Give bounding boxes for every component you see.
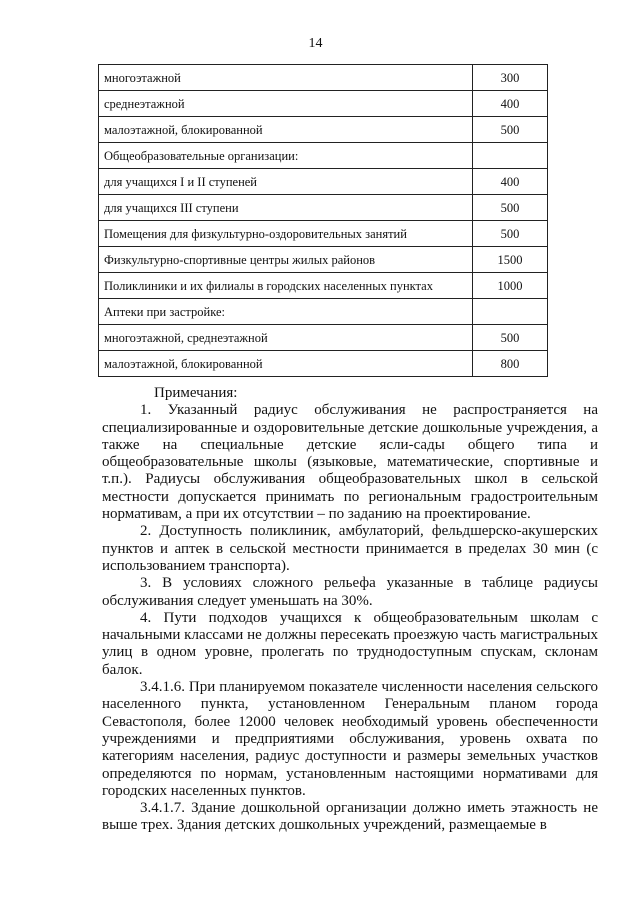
row-label: Поликлиники и их филиалы в городских населенных пунктах xyxy=(99,273,473,299)
page-number: 14 xyxy=(308,36,323,51)
service-radius-table xyxy=(98,64,548,377)
table-row xyxy=(99,221,548,247)
table-row xyxy=(99,299,548,325)
clause-paragraph: 3.4.1.7. Здание дошкольной организации должно иметь этажность не выше трех. Здания детских дошкольных учреждений, размещаемые в xyxy=(102,800,598,834)
table-row xyxy=(99,273,548,299)
note-paragraph: 2. Доступность поликлиник, амбулаторий, фельдшерско-акушерских пунктов и аптек в сельской местности принимается в пределах 30 мин (с использованием транспорта). xyxy=(102,523,598,574)
notes-section xyxy=(102,385,598,835)
row-label: многоэтажной, среднеэтажной xyxy=(99,325,473,351)
row-label: малоэтажной, блокированной xyxy=(99,117,473,143)
note-paragraph: 1. Указанный радиус обслуживания не распространяется на специализированные и оздоровительные детские дошкольные учреждения, а также на специальные детские ясли-сады общего типа и общеобразовательные школы (языковые, математические, спортивные и т.п.). Радиусы обслуживания общеобразовательных школ в сельской местности допускается принимать по региональным градостроительным нормативам, а при их отсутствии – по заданию на проектирование. xyxy=(102,402,598,523)
row-value: 500 xyxy=(473,195,548,221)
row-value: 400 xyxy=(473,91,548,117)
table-row xyxy=(99,117,548,143)
row-value xyxy=(473,299,548,325)
row-value: 500 xyxy=(473,117,548,143)
row-value: 500 xyxy=(473,325,548,351)
row-label: Помещения для физкультурно-оздоровительных занятий xyxy=(99,221,473,247)
table-row xyxy=(99,65,548,91)
row-label: для учащихся I и II ступеней xyxy=(99,169,473,195)
clause-paragraph: 3.4.1.6. При планируемом показателе численности населения сельского населенного пункта, установленном Генеральным планом города Севастополя, более 12000 человек необходимый уровень обеспеченности учреждениями и предприятиями обслуживания, уровень охвата по категориям населения, радиус доступности и размеры земельных участков определяются по нормам, установленным настоящими нормативами для городских населенных пунктов. xyxy=(102,679,598,799)
table-row xyxy=(99,195,548,221)
table-row xyxy=(99,91,548,117)
row-value: 1500 xyxy=(473,247,548,273)
row-label: Физкультурно-спортивные центры жилых районов xyxy=(99,247,473,273)
table-row xyxy=(99,169,548,195)
row-label: малоэтажной, блокированной xyxy=(99,351,473,377)
row-value: 400 xyxy=(473,169,548,195)
row-value: 800 xyxy=(473,351,548,377)
row-value xyxy=(473,143,548,169)
row-value: 500 xyxy=(473,221,548,247)
row-label: многоэтажной xyxy=(99,65,473,91)
note-paragraph: 4. Пути подходов учащихся к общеобразовательным школам с начальными классами не должны пересекать проезжую часть магистральных улиц в одном уровне, пролегать по труднодоступным спускам, склонам балок. xyxy=(102,609,598,678)
row-value: 1000 xyxy=(473,273,548,299)
row-label: Общеобразовательные организации: xyxy=(99,143,473,169)
notes-heading: Примечания: xyxy=(154,385,238,401)
table-row xyxy=(99,247,548,273)
table-row xyxy=(99,325,548,351)
table-row xyxy=(99,143,548,169)
row-label: для учащихся III ступени xyxy=(99,195,473,221)
table-row xyxy=(99,351,548,377)
row-label: среднеэтажной xyxy=(99,91,473,117)
row-label: Аптеки при застройке: xyxy=(99,299,473,325)
row-value: 300 xyxy=(473,65,548,91)
note-paragraph: 3. В условиях сложного рельефа указанные в таблице радиусы обслуживания следует уменьшать на 30%. xyxy=(102,575,598,609)
